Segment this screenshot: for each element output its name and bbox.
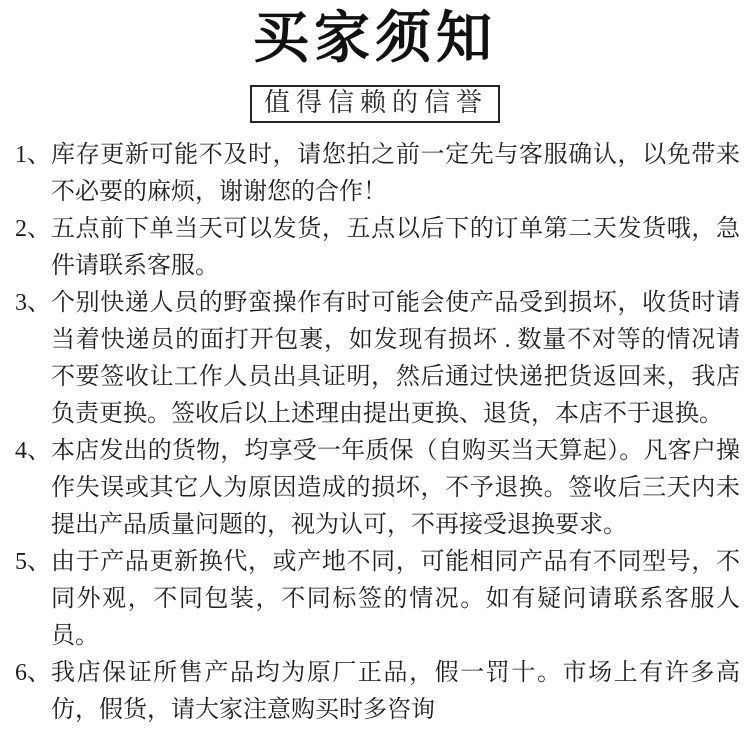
notice-number: 3、 <box>15 290 51 316</box>
notice-item-1 <box>15 137 740 211</box>
notice-item-2 <box>15 211 740 285</box>
notice-item-4 <box>15 433 740 544</box>
notice-number: 2、 <box>15 216 51 242</box>
notice-item-3 <box>15 285 740 433</box>
notice-list <box>0 135 750 729</box>
notice-text: 库存更新可能不及时，请您拍之前一定先与客服确认，以免带来不必要的麻烦，谢谢您的合作！ <box>51 142 740 205</box>
notice-text: 五点前下单当天可以发货，五点以后下的订单第二天发货哦，急件请联系客服。 <box>51 216 740 279</box>
notice-text: 本店发出的货物，均享受一年质保（自购买当天算起）。凡客户操作失误或其它人为原因造成的损坏，不予退换。签收后三天内未提出产品质量问题的，视为认可，不再接受退换要求。 <box>51 438 740 538</box>
notice-text: 个别快递人员的野蛮操作有时可能会使产品受到损坏，收货时请当着快递员的面打开包裹，如发现有损坏 . 数量不对等的情况请不要签收让工作人员出具证明，然后通过快递把货返回来，我店负责更换。签收后以上述理由提出更换、退货，本店不于退换。 <box>51 290 740 427</box>
notice-item-5 <box>15 544 740 655</box>
notice-number: 4、 <box>15 438 51 464</box>
notice-text: 我店保证所售产品均为原厂正品，假一罚十。市场上有许多高仿，假货，请大家注意购买时多咨询 <box>51 660 740 723</box>
notice-item-6 <box>15 655 740 729</box>
notice-number: 5、 <box>15 549 51 575</box>
notice-number: 6、 <box>15 660 51 686</box>
notice-number: 1、 <box>15 142 51 168</box>
notice-text: 由于产品更新换代，或产地不同，可能相同产品有不同型号，不同外观，不同包装，不同标签的情况。如有疑问请联系客服人员。 <box>51 549 740 649</box>
subtitle-text: 值得信赖的信誉 <box>263 88 488 117</box>
subtitle-box <box>250 85 500 123</box>
page-title: 买家须知 <box>253 8 497 70</box>
